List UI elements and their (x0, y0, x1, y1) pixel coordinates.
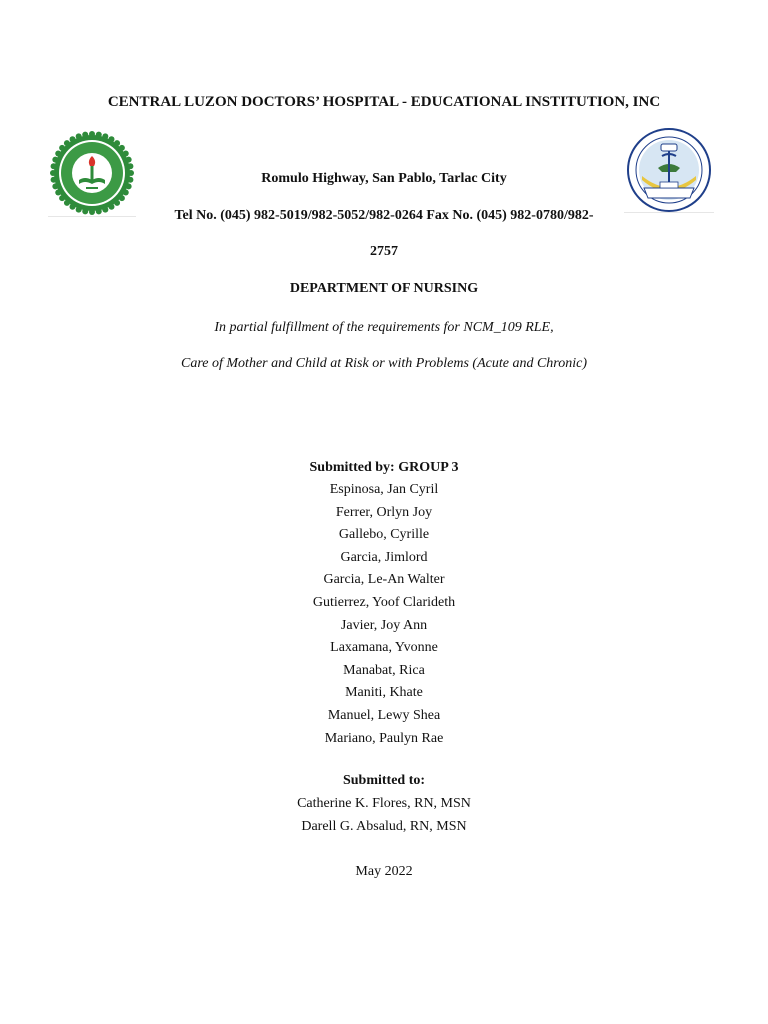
member-name: Gutierrez, Yoof Clarideth (312, 594, 456, 610)
address-line: Romulo Highway, San Pablo, Tarlac City (261, 171, 507, 186)
member-name: Maniti, Khate (345, 685, 423, 701)
contact-line-2: 2757 (370, 244, 398, 259)
department-title: DEPARTMENT OF NURSING (289, 281, 479, 296)
member-name: Gallebo, Cyrille (338, 527, 430, 543)
member-name: Javier, Joy Ann (340, 617, 428, 633)
submitted-by-label: Submitted by: GROUP 3 (309, 460, 459, 475)
purpose-line-1: In partial fulfillment of the requirements for NCM_109 RLE, (214, 320, 554, 335)
contact-line-1: Tel No. (045) 982-5019/982-5052/982-0264 Fax No. (045) 982-0780/982- (174, 208, 594, 223)
member-name: Manabat, Rica (343, 662, 425, 678)
submission-date: May 2022 (355, 864, 413, 879)
member-name: Garcia, Le-An Walter (323, 572, 445, 588)
submitted-to-label: Submitted to: (342, 773, 426, 788)
member-name: Mariano, Paulyn Rae (324, 730, 444, 746)
purpose-line-2: Care of Mother and Child at Risk or with Problems (Acute and Chronic) (181, 356, 587, 371)
member-name: Laxamana, Yvonne (330, 640, 438, 656)
member-name: Ferrer, Orlyn Joy (335, 504, 433, 520)
adviser-list (0, 793, 768, 838)
member-name: Garcia, Jimlord (340, 549, 428, 565)
institution-title: CENTRAL LUZON DOCTORS’ HOSPITAL - EDUCATIONAL INSTITUTION, INC (107, 94, 661, 110)
member-name: Espinosa, Jan Cyril (329, 482, 439, 497)
member-name: Manuel, Lewy Shea (327, 707, 441, 723)
member-list (0, 479, 768, 750)
adviser-name: Darell G. Absalud, RN, MSN (301, 818, 467, 834)
adviser-name: Catherine K. Flores, RN, MSN (297, 796, 471, 811)
